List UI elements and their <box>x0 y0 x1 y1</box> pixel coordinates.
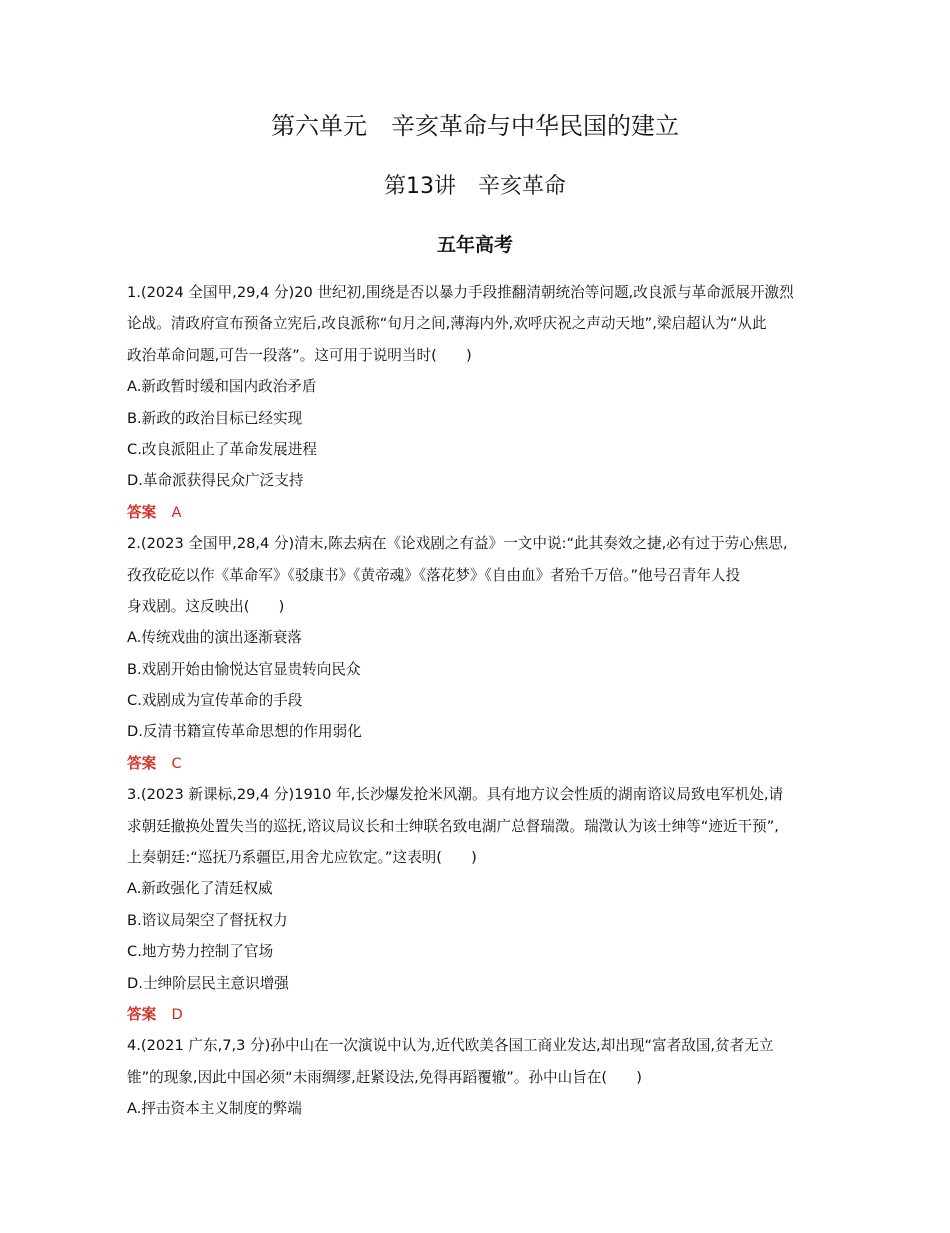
option-b: B.谘议局架空了督抚权力 <box>127 911 288 929</box>
option-b: B.新政的政治目标已经实现 <box>127 409 303 427</box>
option-c: C.地方势力控制了官场 <box>127 943 274 961</box>
answer-label: 答案 <box>127 503 157 521</box>
option-c: C.改良派阻止了革命发展进程 <box>127 440 317 458</box>
question-stem-line: 锥”的现象,因此中国必须“未雨绸缪,赶紧设法,免得再蹈覆辙”。孙中山旨在( ) <box>127 1068 642 1086</box>
option-a: A.新政强化了清廷权威 <box>127 880 273 898</box>
question-list <box>127 277 827 1125</box>
question-stem-line: 上奏朝廷:“巡抚乃系疆臣,用舍尤应钦定。”这表明( ) <box>127 849 477 867</box>
question-stem-line: 孜孜矻矻以作《革命军》《驳康书》《黄帝魂》《落花梦》《自由血》者殆千万倍。”他号召青年人投 <box>127 566 741 584</box>
question-3 <box>127 779 827 1030</box>
section-title: 五年高考 <box>436 234 513 256</box>
question-1 <box>127 277 827 528</box>
question-stem-line: 4.(2021 广东,7,3 分)孙中山在一次演说中认为,近代欧美各国工商业发达,却出现“富者敌国,贫者无立 <box>127 1037 774 1055</box>
question-stem-line: 论战。清政府宣布预备立宪后,改良派称“旬月之间,薄海内外,欢呼庆祝之声动天地”,梁启超认为“从此 <box>127 315 767 333</box>
option-a: A.抨击资本主义制度的弊端 <box>127 1100 302 1118</box>
question-stem-line: 2.(2023 全国甲,28,4 分)清末,陈去病在《论戏剧之有益》一文中说:“此其奏效之捷,必有过于劳心焦思, <box>127 535 788 553</box>
answer-value: C <box>171 754 182 772</box>
answer-line <box>127 748 827 779</box>
unit-title: 第六单元 辛亥革命与中华民国的建立 <box>271 112 679 140</box>
answer-label: 答案 <box>127 754 157 772</box>
answer-value: A <box>171 503 182 521</box>
question-stem-line: 3.(2023 新课标,29,4 分)1910 年,长沙爆发抢米风潮。具有地方议会性质的湖南谘议局致电军机处,请 <box>127 786 784 804</box>
question-stem-line: 1.(2024 全国甲,29,4 分)20 世纪初,围绕是否以暴力手段推翻清朝统治等问题,改良派与革命派展开激烈 <box>127 284 794 301</box>
answer-value: D <box>171 1005 183 1023</box>
option-d: D.革命派获得民众广泛支持 <box>127 472 304 490</box>
option-c: C.戏剧成为宣传革命的手段 <box>127 692 303 710</box>
option-a: A.新政暂时缓和国内政治矛盾 <box>127 378 317 396</box>
option-d: D.士绅阶层民主意识增强 <box>127 974 289 992</box>
question-stem-line: 身戏剧。这反映出( ) <box>127 597 285 615</box>
answer-line <box>127 999 827 1030</box>
answer-label: 答案 <box>127 1005 157 1023</box>
option-a: A.传统戏曲的演出逐渐衰落 <box>127 629 302 647</box>
question-stem-line: 政治革命问题,可告一段落”。这可用于说明当时( ) <box>127 346 472 364</box>
question-2 <box>127 528 827 779</box>
option-d: D.反清书籍宣传革命思想的作用弱化 <box>127 723 362 741</box>
option-b: B.戏剧开始由愉悦达官显贵转向民众 <box>127 660 361 678</box>
answer-line <box>127 497 827 528</box>
question-4 <box>127 1030 827 1124</box>
lecture-title: 第13讲 辛亥革命 <box>384 174 566 199</box>
question-stem-line: 求朝廷撤换处置失当的巡抚,谘议局议长和士绅联名致电湖广总督瑞澂。瑞澂认为该士绅等“迹近干预”, <box>127 817 779 835</box>
